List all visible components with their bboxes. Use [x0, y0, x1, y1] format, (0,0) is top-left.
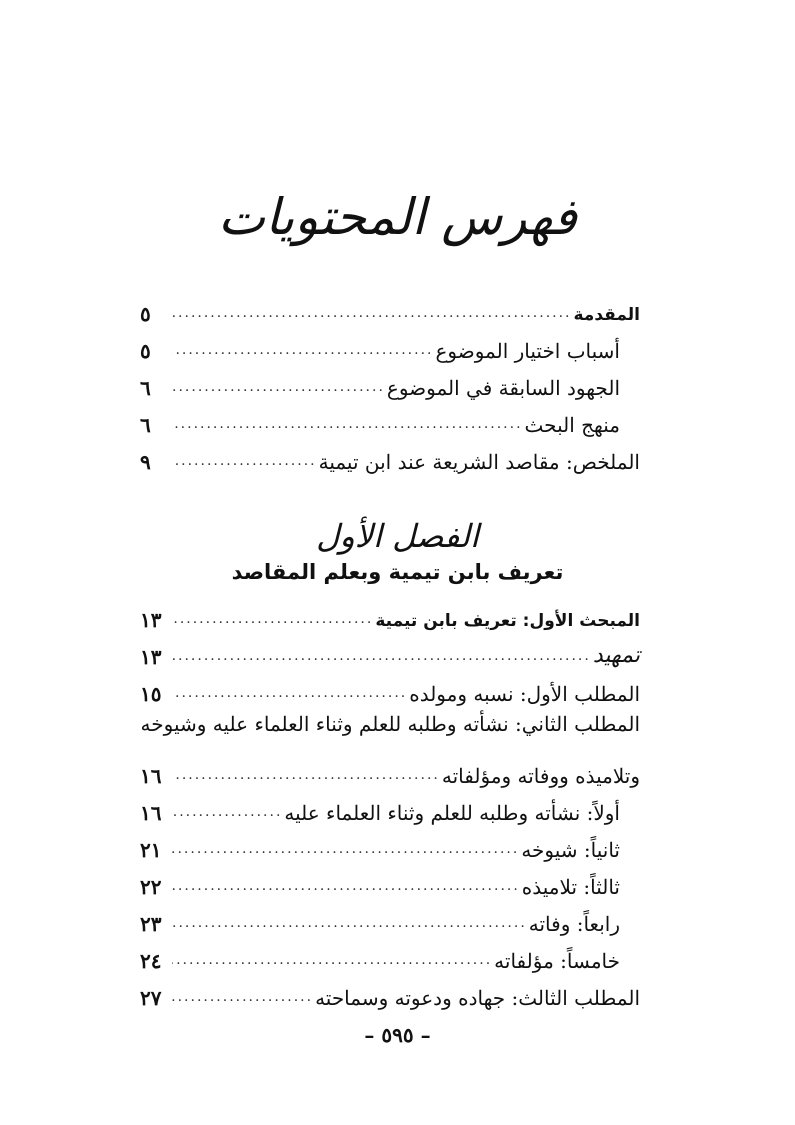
- toc-entry-title: أولاً: نشأته وطلبه للعلم وثناء العلماء عليه: [284, 801, 620, 825]
- dot-leader: [172, 953, 492, 968]
- toc-entry[interactable]: [140, 787, 640, 824]
- toc-entry-title: الملخص: مقاصد الشريعة عند ابن تيمية: [318, 450, 640, 474]
- toc-entry-title: الجهود السابقة في الموضوع: [386, 376, 620, 400]
- toc-entry-page: ١٣: [140, 645, 162, 669]
- toc-entry[interactable]: [140, 362, 640, 399]
- toc-entry-title: المطلب الأول: نسبه ومولده: [409, 682, 640, 706]
- dot-leader: [172, 842, 519, 857]
- toc-entry-page: ٢١: [140, 838, 162, 862]
- toc-entry-title: ثانياً: شيوخه: [521, 838, 620, 862]
- dot-leader: [172, 649, 591, 664]
- toc-entry[interactable]: [140, 631, 640, 668]
- toc-entry-page: ٦: [140, 376, 151, 400]
- toc-entry[interactable]: [140, 705, 640, 750]
- toc-entry-title: أسباب اختيار الموضوع: [435, 339, 620, 363]
- toc-entry-page: ١٦: [140, 764, 162, 788]
- dot-leader: [172, 805, 282, 820]
- toc-entry-page: ٩: [140, 450, 151, 474]
- dot-leader: [172, 686, 407, 701]
- toc-entry-page: ٢٢: [140, 875, 162, 899]
- toc-entry[interactable]: [140, 288, 640, 325]
- chapter1-toc: [140, 594, 640, 1009]
- dot-leader: [172, 612, 373, 627]
- toc-entry-title: وتلاميذه ووفاته ومؤلفاته: [441, 764, 640, 788]
- toc-entry-title: رابعاً: وفاته: [528, 912, 620, 936]
- dot-leader: [172, 343, 433, 358]
- toc-entry[interactable]: [140, 399, 640, 436]
- toc-entry[interactable]: [140, 325, 640, 362]
- chapter-heading: الفصل الأول: [316, 517, 479, 555]
- toc-entry-page: ٥: [140, 302, 151, 326]
- toc-entry-page: ٥: [140, 339, 151, 363]
- toc-entry-title: المبحث الأول: تعريف بابن تيمية: [375, 611, 640, 632]
- toc-entry-title: المطلب الثالث: جهاده ودعوته وسماحته: [315, 986, 640, 1010]
- toc-entry-page: ٦: [140, 413, 151, 437]
- toc-entry[interactable]: [140, 668, 640, 705]
- toc-entry[interactable]: [140, 594, 640, 631]
- dot-leader: [172, 916, 527, 931]
- dot-leader: [172, 380, 385, 395]
- toc-entry-title: منهج البحث: [524, 413, 620, 437]
- dot-leader: [172, 879, 520, 894]
- page-title: فهرس المحتويات: [218, 188, 577, 246]
- toc-entry-page: ١٣: [140, 608, 162, 632]
- toc-entry[interactable]: [140, 436, 640, 473]
- toc-entry-page: ٢٤: [140, 949, 162, 973]
- toc-entry[interactable]: [140, 861, 640, 898]
- dot-leader: [172, 306, 572, 321]
- toc-entry-page: ٢٧: [140, 986, 162, 1010]
- toc-entry-title: المقدمة: [573, 305, 640, 326]
- toc-entry-title: خامساً: مؤلفاته: [494, 949, 620, 973]
- dot-leader: [172, 768, 440, 783]
- toc-entry-page: ١٥: [140, 682, 162, 706]
- toc-entry[interactable]: [140, 898, 640, 935]
- toc-entry[interactable]: [140, 935, 640, 972]
- chapter-subtitle: تعريف بابن تيمية وبعلم المقاصد: [231, 560, 564, 584]
- dot-leader: [172, 454, 317, 469]
- toc-entry[interactable]: [140, 972, 640, 1009]
- page-number: – ٥٩٥ –: [364, 1023, 431, 1047]
- toc-entry-title: تمهيد: [592, 642, 640, 668]
- toc-entry-page: ١٦: [140, 801, 162, 825]
- toc-entry[interactable]: [140, 824, 640, 861]
- toc-entry-continuation[interactable]: [140, 750, 640, 787]
- toc-entry-title: ثالثاً: تلاميذه: [521, 875, 620, 899]
- toc-entry-page: ٢٣: [140, 912, 162, 936]
- dot-leader: [172, 417, 523, 432]
- toc-entry-title: المطلب الثاني: نشأته وطلبه للعلم وثناء العلماء عليه وشيوخه: [140, 712, 640, 736]
- dot-leader: [172, 990, 313, 1005]
- intro-toc: [140, 288, 640, 473]
